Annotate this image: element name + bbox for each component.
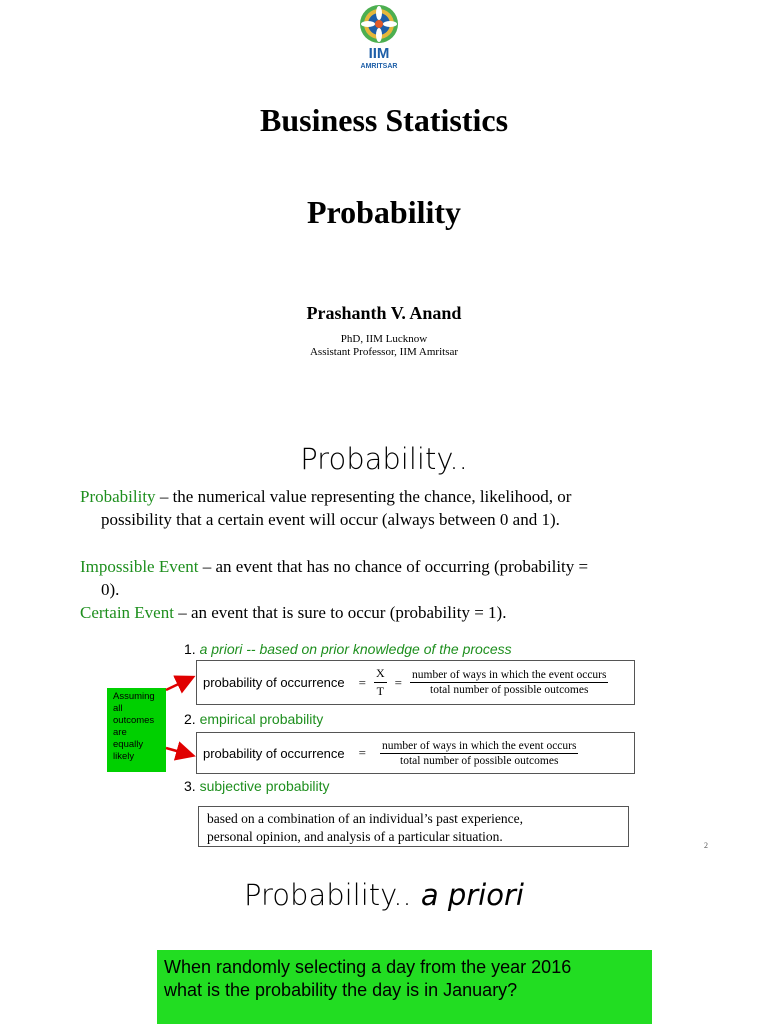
question-line-2: what is the probability the day is in January? <box>164 980 518 1000</box>
note-line: are <box>113 727 127 738</box>
author-credential-1: PhD, IIM Lucknow <box>340 333 428 345</box>
fraction-denominator-2: total number of possible outcomes <box>400 754 559 767</box>
note-line: equally <box>113 739 144 750</box>
deck-subtitle: Probability <box>306 194 462 230</box>
definition-probability-text-2: possibility that a certain event will occur (always between 0 and 1). <box>101 510 560 529</box>
empirical-label: empirical probability <box>199 711 324 727</box>
fraction-numerator-2: number of ways in which the event occurs <box>381 739 577 752</box>
slide3-title-main: Probability.. <box>244 878 412 912</box>
definition-probability-text: – the numerical value representing the chance, likelihood, or <box>155 487 572 506</box>
note-line: Assuming <box>113 691 155 702</box>
slide3-title-italic: a priori <box>420 878 524 912</box>
term-probability: Probability <box>80 487 156 506</box>
fraction-numerator: number of ways in which the event occurs <box>412 669 607 681</box>
formula-lhs: probability of occurrence <box>203 675 345 690</box>
author-credential-2: Assistant Professor, IIM Amritsar <box>309 346 459 358</box>
slide2-title: Probability.. <box>300 442 468 476</box>
definition-impossible-text: – an event that has no chance of occurring (probability = <box>198 557 589 576</box>
note-line: outcomes <box>113 715 155 726</box>
term-impossible-event: Impossible Event <box>80 557 199 576</box>
author-name: Prashanth V. Anand <box>306 303 462 323</box>
list-number-1: 1. <box>184 641 196 657</box>
note-line: all <box>113 703 123 714</box>
subjective-line-2: personal opinion, and analysis of a particular situation. <box>207 829 503 844</box>
definition-impossible-text-2: 0). <box>101 580 120 599</box>
formula-lhs-2: probability of occurrence <box>203 745 345 761</box>
note-line: likely <box>113 751 135 762</box>
a-priori-label: a priori -- based on prior knowledge of the process <box>199 641 512 657</box>
equals-sign: = <box>358 674 366 690</box>
list-number-2: 2. <box>184 711 196 727</box>
arrow-to-empirical-icon <box>166 748 191 755</box>
deck-title: Business Statistics <box>259 102 509 138</box>
question-line-1: When randomly selecting a day from the year 2016 <box>164 957 572 977</box>
definition-certain-text: – an event that is sure to occur (probability = 1). <box>173 603 507 622</box>
subjective-label: subjective probability <box>199 778 330 794</box>
term-certain-event: Certain Event <box>80 603 174 622</box>
equals-sign-3: = <box>358 745 366 760</box>
list-number-3: 3. <box>184 778 196 794</box>
equals-sign-2: = <box>394 674 402 690</box>
slide3-title <box>0 878 768 912</box>
arrow-to-a-priori-icon <box>166 678 191 690</box>
question-box <box>157 950 652 1024</box>
fraction-t: T <box>376 684 384 698</box>
logo-text: IIM <box>368 45 390 62</box>
fraction-denominator: total number of possible outcomes <box>430 684 589 696</box>
logo-subtext: AMRITSAR <box>360 63 398 70</box>
fraction-x: X <box>374 666 387 683</box>
subjective-line-1: based on a combination of an individual’s past experience, <box>207 811 524 826</box>
page-number: 2 <box>704 841 708 850</box>
